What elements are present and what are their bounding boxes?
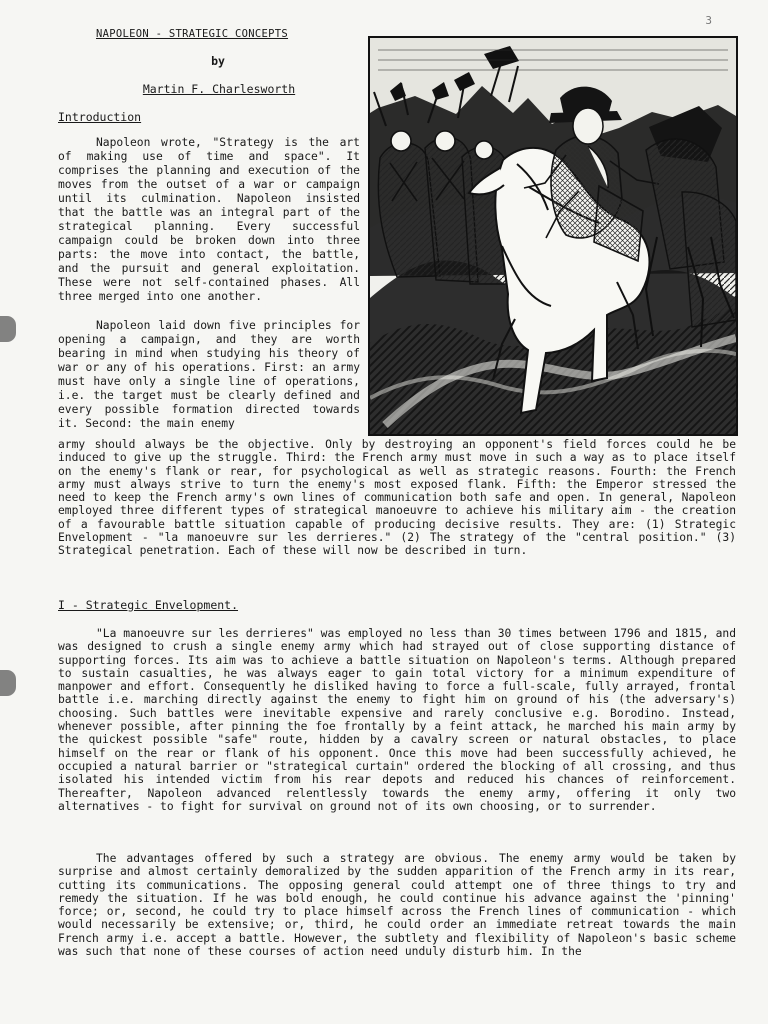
byline: by	[211, 54, 225, 68]
introduction-paragraph-1: Napoleon wrote, "Strategy is the art of making use of time and space". It comprises the planning and execution of the moves from the outset of a war or campaign until its culmination. Napoleon insisted that the battle was an integral part of the strategical planning. Every successful campaign could be broken down into three parts: the move into contact, the battle, and the pursuit and general exploitation. These were not self-contained phases. All three merged into one another.	[58, 136, 360, 303]
binding-hole-mark	[0, 316, 16, 342]
intro-column	[58, 28, 360, 431]
page-number: 3	[705, 14, 712, 27]
introduction-heading: Introduction	[58, 110, 142, 124]
article-title: NAPOLEON - STRATEGIC CONCEPTS	[96, 28, 289, 40]
strategic-envelopment-paragraph-1: "La manoeuvre sur les derrieres" was employed no less than 30 times between 1796 and 1815, and was designed to crush a single enemy army which had strayed out of close supporting distance of supporting forces. Its aim was to achieve a battle situation on Napoleon's terms. Although prepared to sustain casualties, he was always eager to gain total victory for a minimum expenditure of manpower and effort. Consequently he disliked having to force a full-scale, fully arrayed, frontal battle i.e. marching directly against the enemy to fight him on ground of his (the adversary's) choosing. Such battles were inevitable expensive and rarely conclusive e.g. Borodino. Instead, whenever possible, after pinning the foe frontally by a feint attack, he marched his main army by the quickest possible "safe" route, hidden by a cavalry screen or natural obstacles, to place himself on the rear or flank of his opponent. Once this move had been successfully achieved, he occupied a natural barrier or "strategical curtain" ordered the blocking of all crossing, and thus isolated his intended victim from his rear depots and reduced his chances of reinforcement. Thereafter, Napoleon advanced relentlessly towards the enemy army, offering it only two alternatives - to fight for survival on ground not of its own choosing, or to surrender.	[58, 627, 736, 813]
binding-hole-mark	[0, 670, 16, 696]
napoleon-cavalry-charge-engraving-icon	[370, 38, 736, 434]
author-name: Martin F. Charlesworth	[142, 82, 296, 96]
introduction-paragraph-2-continuation: army should always be the objective. Only by destroying an opponent's field forces could he be induced to give up the struggle. Third: the French army must move in such a way as to place itself on the enemy's flank or rear, for psychological as well as strategic reasons. Fourth: the French army must always strive to turn the enemy's most exposed flank. Fifth: the Emperor stressed the need to keep the French army's own lines of communication both safe and open. In general, Napoleon employed three different types of strategical manoeuvre to achieve his military aim - the creation of a favourable battle situation capable of producing decisive results. They are: (1) Strategic Envelopment - "la manoeuvre sur les derrieres." (2) The strategy of the "central position." (3) Strategical penetration. Each of these will now be described in turn.	[58, 438, 736, 558]
napoleon-illustration	[368, 36, 738, 436]
introduction-paragraph-2-start: Napoleon laid down five principles for opening a campaign, and they are worth bearing in mind when studying his theory of war or any of his operations. First: an army must have only a single line of operations, i.e. the target must be clearly defined and every possible formation directed towards it. Second: the main enemy	[58, 319, 360, 430]
strategic-envelopment-paragraph-2: The advantages offered by such a strategy are obvious. The enemy army would be taken by surprise and almost certainly demoralized by the sudden apparition of the French army in its rear, cutting its communications. The opposing general could attempt one of three things to try and remedy the situation. If he was bold enough, he could continue his advance against the 'pinning' force; or, second, he could try to place himself across the French lines of communication - which would necessarily be extensive; or, third, he could order an immediate retreat towards the main French army i.e. accept a battle. However, the subtlety and flexibility of Napoleon's basic scheme was such that none of these courses of action need unduly disturb him. In the	[58, 852, 736, 959]
strategic-envelopment-heading: I - Strategic Envelopment.	[58, 598, 239, 612]
